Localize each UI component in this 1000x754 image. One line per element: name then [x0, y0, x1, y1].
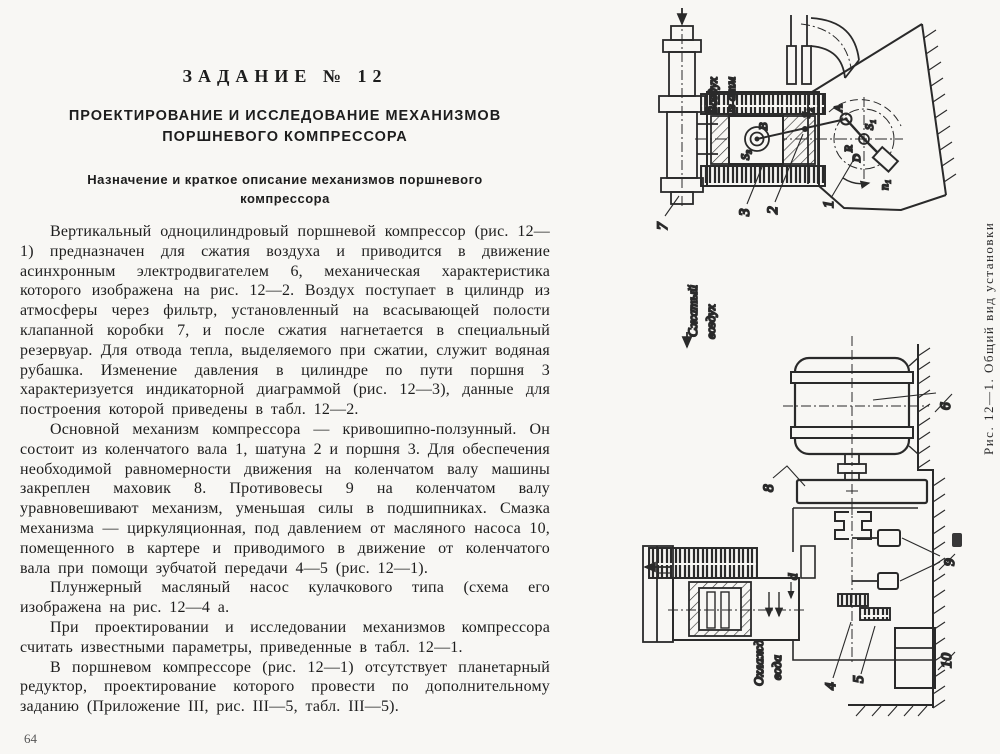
part-label-9: 9 [942, 558, 958, 566]
cooling-fins-bottom [701, 166, 825, 186]
point-label-B: В [756, 122, 770, 130]
part-label-4: 4 [823, 682, 839, 690]
figure-general-view [645, 2, 965, 350]
rod-cg-point [802, 126, 808, 132]
part-label-5: 5 [851, 675, 867, 683]
figure-front-view [633, 330, 978, 722]
point-label-A: А [831, 104, 845, 112]
section-heading: ПРОЕКТИРОВАНИЕ И ИССЛЕДОВАНИЕ МЕХАНИЗМОВ ПОРШНЕВОГО КОМПРЕССОРА [68, 108, 502, 145]
paragraph-mechanism: Основной механизм компрессора — кривошипно-ползунный. Он состоит из коленчатого вала 1, шатуна 2 и поршня 3. Для обеспечения необходимой равномерности движения на коленчатом валу машины закреплен маховик 8. Противовесы 9 на коленчатом валу уравновешивают механизм, уменьшая силы в подшипниках. Смазка механизма — циркуляционная, под давлением от масляного насоса 10, помещенного в картере и приводимого в движение от коленчатого вала при помощи зубчатой передачи 4—5 (рис. 12—1). [20, 420, 550, 577]
rotation-arrow [843, 178, 869, 184]
finned-cylinder [643, 546, 805, 642]
part-label-3: 3 [737, 208, 753, 216]
text-column [20, 64, 550, 717]
air-out-label-2: воздух [703, 304, 718, 339]
leader-8 [773, 466, 805, 486]
point-label-D: D [851, 154, 863, 162]
paragraph-pump: Плунжерный масляный насос кулачкового типа (схема его изображена на рис. 12—4 а. [20, 579, 550, 617]
section-subheading: Назначение и краткое описание механизмов поршневого компрессора [87, 172, 483, 206]
leader-5 [861, 626, 875, 674]
counterweights [852, 530, 900, 589]
paragraph-parameters: При проектировании и исследовании механизмов компрессора считать известными параметры, приведенные в табл. 12—1. [20, 618, 550, 656]
crankcase [793, 503, 933, 665]
bore-label-d: d [785, 573, 800, 580]
part-label-7: 7 [655, 222, 671, 230]
cooling-water-label-2: вода [769, 655, 784, 680]
cooling-water-arrows [769, 592, 779, 616]
part-label-8: 8 [761, 484, 777, 492]
point-label-S3: S₃ [738, 149, 752, 160]
paragraph-reducer: В поршневом компрессоре (рис. 12—1) отсутствует планетарный редуктор, проектирование которого провести по дополнительному заданию (Приложение III, рис. III—5, табл. III—5). [20, 658, 550, 716]
task-title: ЗАДАНИЕ № 12 [182, 66, 388, 86]
point-label-S1: S₁ [862, 119, 876, 130]
part-label-2: 2 [765, 206, 781, 214]
point-label-n1: n₁ [877, 179, 891, 190]
part-label-1: 1 [821, 200, 837, 208]
electric-motor [783, 336, 929, 466]
part-label-10: 10 [939, 653, 955, 668]
scan-artifact [952, 533, 962, 547]
figure-caption: Рис. 12—1. Общий вид установки [981, 221, 996, 455]
discharge-pipe [787, 15, 859, 84]
page-number: 64 [24, 731, 37, 746]
leader-6 [873, 393, 936, 400]
air-out-label-1: Сжатый [685, 285, 700, 337]
leader-4 [833, 622, 851, 678]
part-label-6: 6 [938, 402, 954, 410]
cooling-water-label-1: Охлажд [751, 639, 766, 686]
point-label-R: R [843, 145, 855, 152]
point-label-S2: S₂ [799, 107, 813, 118]
gear-train [838, 594, 890, 620]
cylinder-block [701, 92, 825, 186]
paragraph-intro: Вертикальный одноцилиндровый поршневой компрессор (рис. 12—1) предназначен для сжатия воздуха и приводится в движение асинхронным электродвигателем 6, механическая характеристика которого изображена на рис. 12—2. Воздух поступает в цилиндр из атмосферы через фильтр, установленный на всасывающей полости клапанной коробки 7, и после сжатия нагнетается в специальный резервуар. Для отвода тепла, выделяемого при сжатии, служит водяная рубашка. Изменение давления в цилиндре по пути поршня 3 характеризуется индикаторной диаграммой (рис. 12—3), данные для построения которой приведены в табл. 12—2. [20, 223, 550, 419]
oil-pump [895, 628, 935, 688]
